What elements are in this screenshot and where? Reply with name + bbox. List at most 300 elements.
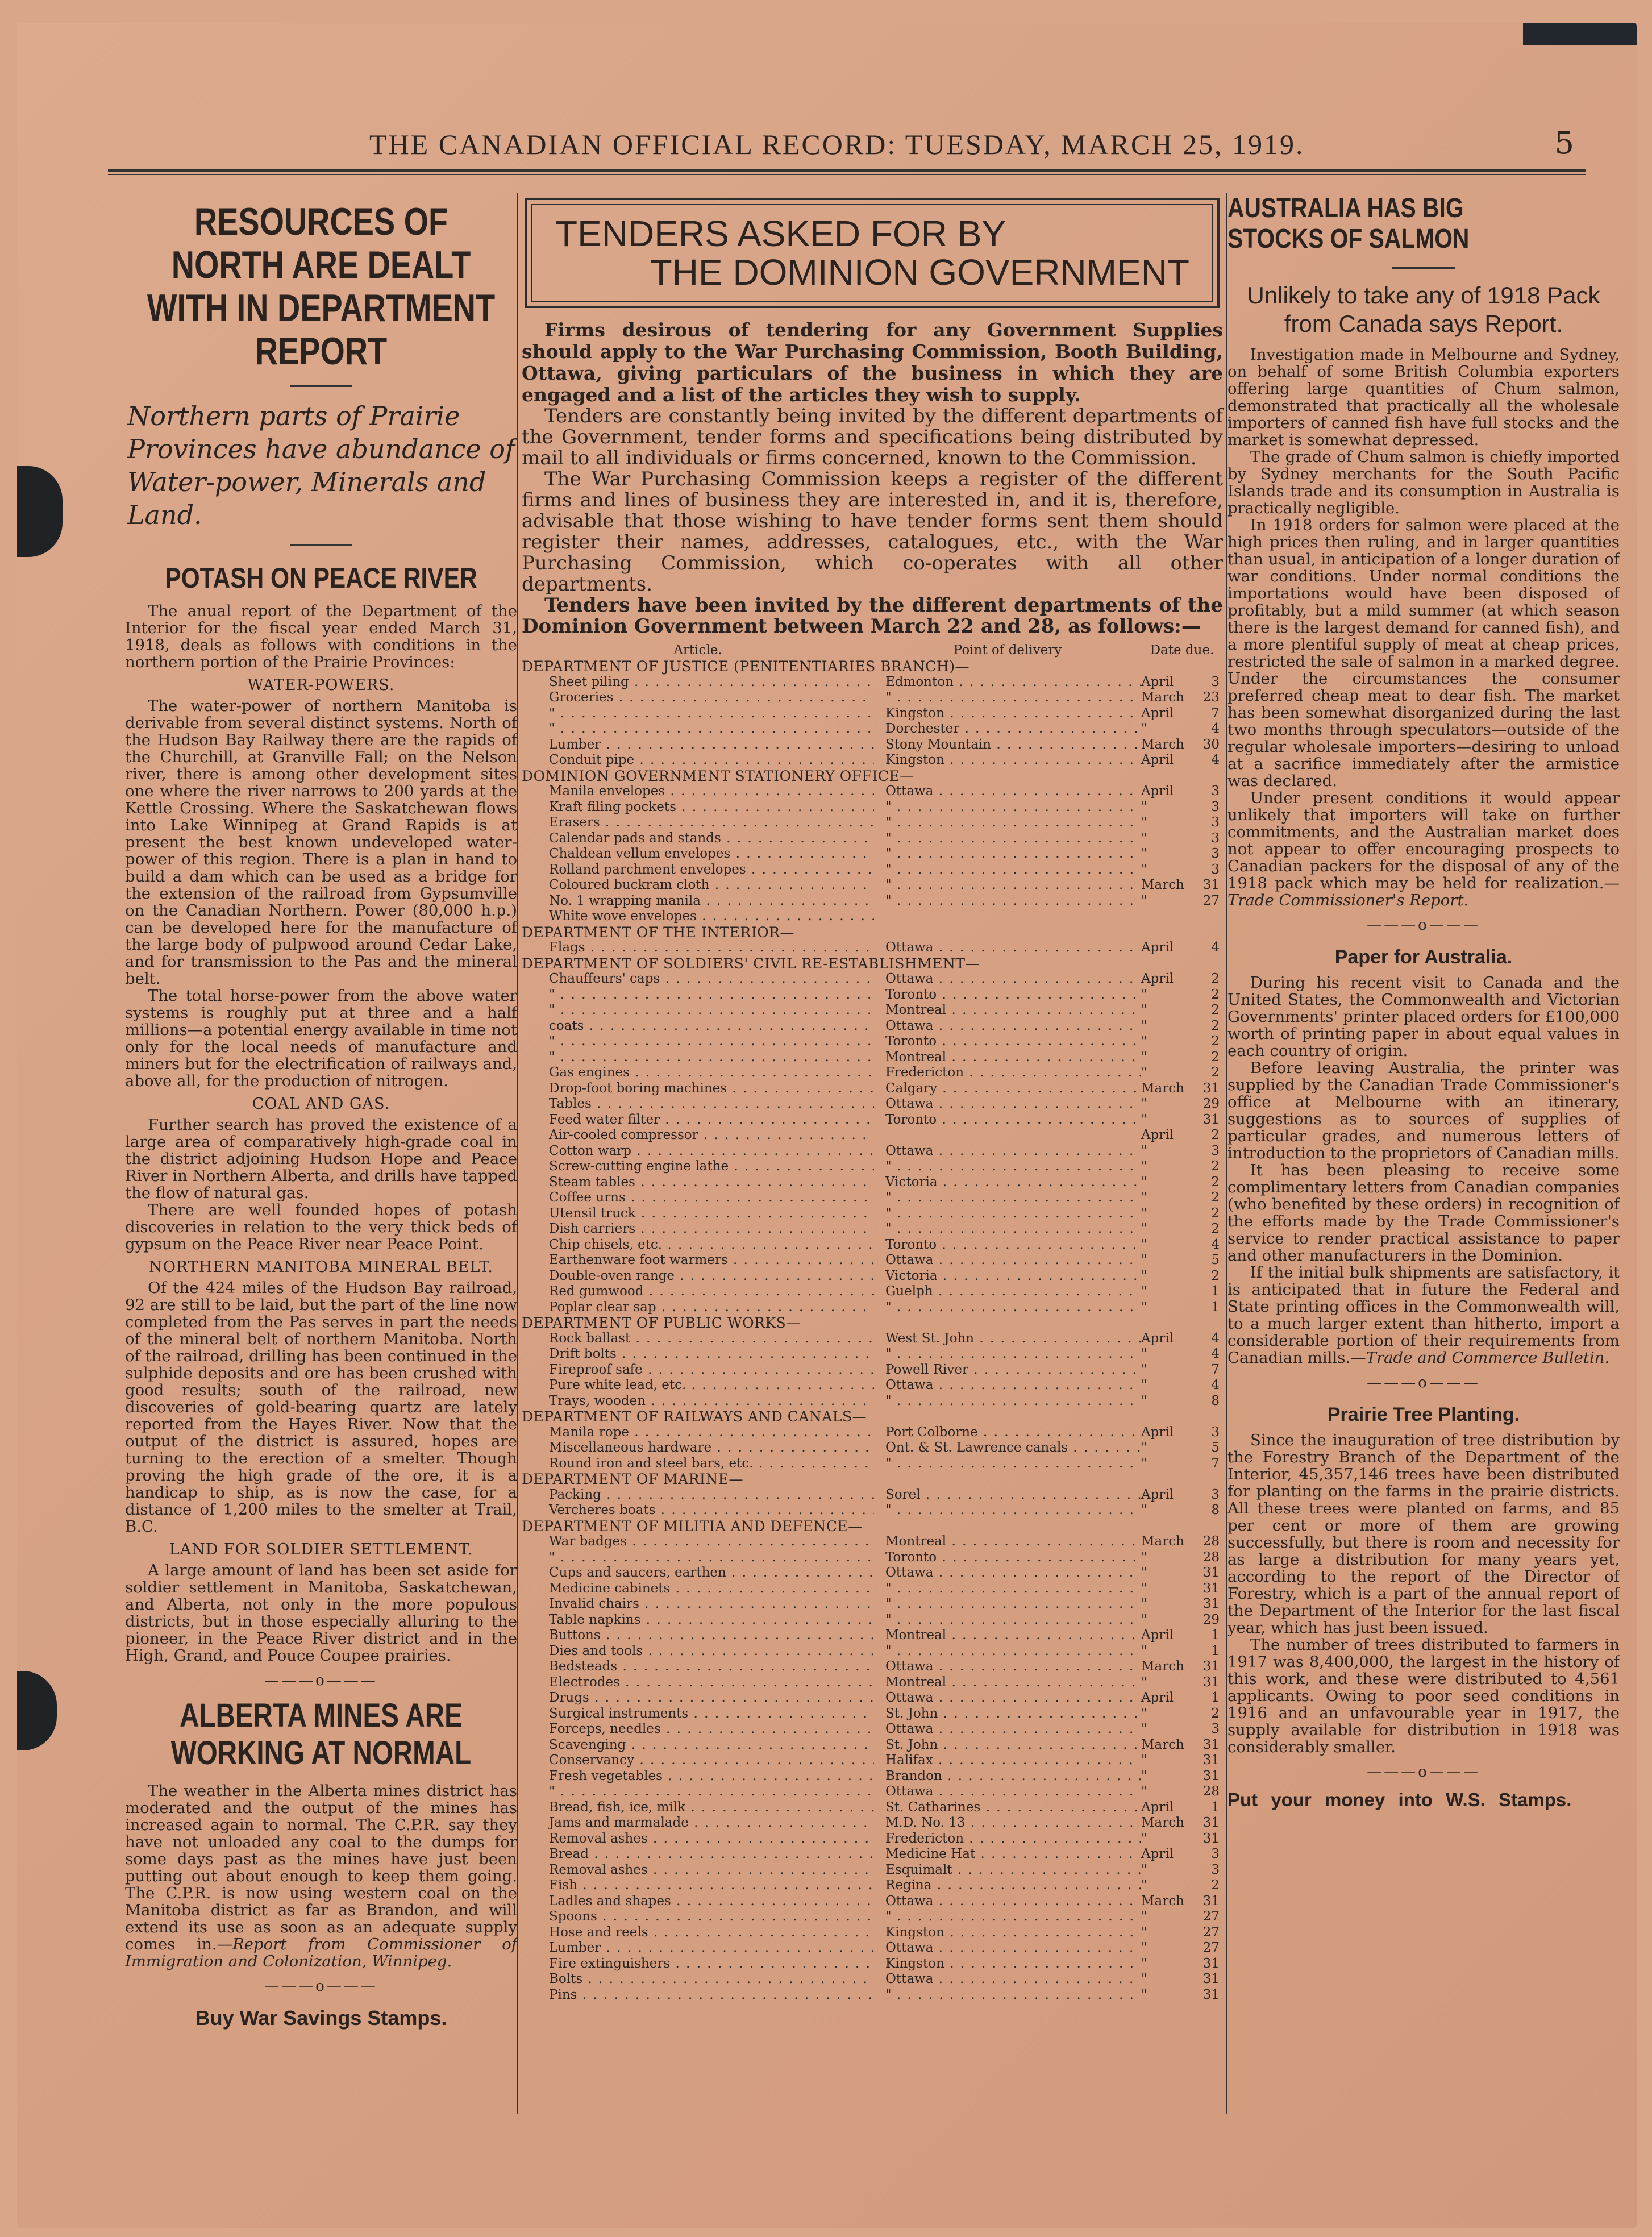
department-heading: DEPARTMENT OF PUBLIC WORKS—: [522, 1315, 801, 1331]
point-cell: " . . .: [874, 1346, 1141, 1362]
point-cell: Toronto . . .: [874, 1034, 1141, 1050]
article-cell: " . . .: [522, 987, 874, 1003]
article-cell: War badges . . .: [522, 1534, 874, 1550]
table-row: [522, 1206, 1223, 1222]
day-cell: 5: [1211, 1440, 1220, 1455]
article-cell: Tables . . .: [522, 1096, 874, 1112]
article-cell: Manila envelopes . . .: [522, 784, 874, 800]
day-cell: 2: [1211, 1174, 1220, 1190]
table-row: [522, 1096, 1223, 1112]
divider: [1392, 267, 1455, 269]
point-cell: [874, 909, 1141, 925]
point-cell: Ottawa . . .: [874, 1940, 1141, 1956]
point-cell: Toronto . . .: [874, 1237, 1141, 1253]
point-cell: Montreal . . .: [874, 1003, 1141, 1018]
day-cell: 1: [1211, 1799, 1220, 1815]
point-cell: " . . .: [874, 878, 1141, 893]
article-cell: Conservancy . . .: [522, 1753, 874, 1769]
article-cell: Trays, wooden . . .: [522, 1394, 874, 1409]
table-row: [522, 1003, 1223, 1018]
day-cell: 23: [1202, 690, 1220, 705]
point-cell: " . . .: [874, 831, 1141, 847]
article-cell: Jams and marmalade . . .: [522, 1815, 874, 1831]
subhead: POTASH ON PEACE RIVER: [165, 562, 477, 594]
month-cell: April: [1141, 1690, 1174, 1705]
day-cell: 2: [1211, 1205, 1220, 1221]
point-cell: Ottawa . . .: [874, 784, 1141, 800]
day-cell: 7: [1211, 1362, 1220, 1377]
table-row: [522, 1534, 1223, 1550]
department-heading: DEPARTMENT OF MILITIA AND DEFENCE—: [522, 1518, 863, 1534]
table-row: [522, 1659, 1223, 1675]
article-cell: No. 1 wrapping manila . . .: [522, 893, 874, 909]
table-row: [522, 1112, 1223, 1128]
month-cell: ": [1141, 1018, 1147, 1033]
month-cell: ": [1141, 1065, 1147, 1080]
article-cell: Packing . . .: [522, 1487, 874, 1503]
point-cell: St. John . . .: [874, 1737, 1141, 1753]
month-cell: April: [1141, 705, 1174, 721]
month-cell: March: [1141, 1815, 1184, 1830]
point-cell: Stony Mountain . . .: [874, 737, 1141, 753]
point-cell: Fredericton . . .: [874, 1065, 1141, 1081]
day-cell: 27: [1202, 1924, 1220, 1940]
table-row: [522, 1847, 1223, 1862]
department-heading: DEPARTMENT OF THE INTERIOR—: [522, 924, 794, 940]
paragraph: The War Purchasing Commission keeps a register of the different firms and lines of business they are interested in, and it is, therefore, advisable that those wishing to have tender forms sent them should register their names, addresses, catalogues, etc., with the War Purchasing Commission, which co-operates with all other departments.: [522, 468, 1223, 596]
day-cell: 31: [1202, 878, 1220, 892]
day-cell: 31: [1202, 1831, 1220, 1846]
point-cell: " . . .: [874, 1503, 1141, 1519]
month-cell: April: [1141, 971, 1174, 986]
table-row: [522, 1221, 1223, 1237]
month-cell: ": [1141, 1722, 1147, 1736]
point-cell: Ottawa . . .: [874, 1144, 1141, 1159]
month-cell: ": [1141, 1221, 1147, 1236]
point-cell: Montreal . . .: [874, 1628, 1141, 1644]
month-cell: ": [1141, 987, 1147, 1002]
day-cell: 31: [1202, 1737, 1220, 1752]
point-cell: Toronto . . .: [874, 987, 1141, 1003]
point-cell: " . . .: [874, 1300, 1141, 1316]
month-cell: ": [1141, 1674, 1147, 1690]
table-row: [522, 1128, 1223, 1144]
point-cell: Brandon . . .: [874, 1769, 1141, 1785]
table-row: [522, 1784, 1223, 1800]
subhead: Paper for Australia.: [1334, 946, 1513, 968]
point-cell: Ottawa . . .: [874, 1972, 1141, 1987]
paragraph: In 1918 orders for salmon were placed at the high prices then ruling, and in larger quantities than usual, in anticipation of a longer duration of war conditions. Under normal conditions the importations would have been disposed of profitably, but a mild summer (at which season there is the largest demand for canned fish), and a more plentiful supply of meat at cheap prices, restricted the sale of salmon in a marked degree. Under the circumstances the consumer preferred cheap meat to dear fish. The market has been somewhat disorganized during the last two months through speculators—outside of the regular wholesale importers—desiring to unload at a sacrifice immediately after the armistice was declared.: [1227, 516, 1620, 790]
point-cell: Ottawa . . .: [874, 1253, 1141, 1269]
point-cell: Regina . . .: [874, 1878, 1141, 1894]
point-cell: " . . .: [874, 1190, 1141, 1206]
day-cell: 28: [1202, 1784, 1220, 1799]
table-row: [522, 815, 1223, 831]
department-heading: DEPARTMENT OF MARINE—: [522, 1471, 744, 1487]
article-cell: Drugs . . .: [522, 1690, 874, 1706]
month-cell: ": [1141, 1503, 1147, 1517]
point-cell: Montreal . . .: [874, 1050, 1141, 1066]
point-cell: St. John . . .: [874, 1706, 1141, 1722]
day-cell: 2: [1211, 971, 1220, 986]
day-cell: 2: [1211, 987, 1220, 1002]
day-cell: 2: [1211, 1128, 1220, 1142]
tender-intro: Firms desirous of tendering for any Government Supplies should apply to the War Purchasing Commission, Booth Building, Ottawa, giving particulars of the business in which they are engaged and a list of the articles they wish to supply.: [522, 319, 1223, 406]
day-cell: 4: [1211, 1378, 1220, 1392]
month-cell: [1141, 909, 1191, 925]
subhead: Prairie Tree Planting.: [1327, 1404, 1520, 1425]
point-cell: " . . .: [874, 893, 1141, 909]
war-savings-slogan: Put your money into W.S. Stamps.: [1227, 1789, 1572, 1810]
month-cell: ": [1141, 1393, 1147, 1408]
month-cell: April: [1141, 674, 1174, 689]
month-cell: April: [1141, 940, 1174, 955]
point-cell: [874, 1128, 1141, 1144]
day-cell: 31: [1202, 1987, 1220, 2002]
article-cell: Cups and saucers, earthen . . .: [522, 1565, 874, 1581]
point-cell: Ottawa . . .: [874, 940, 1141, 956]
day-cell: 27: [1202, 1909, 1220, 1924]
month-cell: ": [1141, 1878, 1147, 1893]
month-cell: March: [1141, 1737, 1184, 1752]
month-cell: April: [1141, 784, 1174, 799]
month-cell: ": [1141, 1346, 1147, 1361]
point-cell: Medicine Hat . . .: [874, 1847, 1141, 1862]
article-cell: Removal ashes . . .: [522, 1831, 874, 1847]
day-cell: 2: [1211, 1706, 1220, 1721]
day-cell: 3: [1211, 1143, 1220, 1158]
point-cell: Ottawa . . .: [874, 1565, 1141, 1581]
headline: AUSTRALIA HAS BIG STOCKS OF SALMON: [1227, 193, 1470, 254]
day-cell: 4: [1211, 721, 1220, 736]
table-row: [522, 1644, 1223, 1660]
month-cell: ": [1141, 1909, 1147, 1924]
table-row: [522, 1269, 1223, 1284]
table-row: [522, 893, 1223, 909]
point-cell: " . . .: [874, 1612, 1141, 1628]
month-cell: ": [1141, 1549, 1147, 1565]
month-cell: ": [1141, 1284, 1147, 1299]
article-cell: Feed water filter . . .: [522, 1112, 874, 1128]
table-row: [522, 1878, 1223, 1894]
point-cell: Kingston . . .: [874, 1925, 1141, 1941]
point-cell: Ont. & St. Lawrence canals . . .: [874, 1440, 1141, 1456]
table-row: [522, 1050, 1223, 1066]
table-row: [522, 1987, 1223, 2003]
paragraph: [125, 1782, 517, 1970]
article-cell: Drop-foot boring machines . . .: [522, 1081, 874, 1097]
month-cell: March: [1141, 690, 1184, 705]
month-cell: April: [1141, 1128, 1174, 1142]
month-cell: ": [1141, 1362, 1147, 1377]
day-cell: 31: [1202, 1956, 1220, 1971]
table-row: [522, 1175, 1223, 1191]
point-cell: Ottawa . . .: [874, 1018, 1141, 1034]
day-cell: 2: [1211, 1190, 1220, 1205]
month-cell: March: [1141, 1534, 1184, 1549]
point-cell: Edmonton . . .: [874, 675, 1141, 691]
table-row: [522, 1956, 1223, 1972]
table-row: [522, 1769, 1223, 1785]
point-cell: " . . .: [874, 800, 1141, 816]
divider: [290, 544, 352, 546]
month-cell: ": [1141, 1456, 1147, 1471]
paragraph: Investigation made in Melbourne and Sydney, on behalf of some British Columbia exporters offering large quantities of Chum salmon, demonstrated that practically all the wholesale importers of canned fish have full stocks and the market is somewhat depressed.: [1227, 346, 1620, 449]
table-row: [522, 1628, 1223, 1644]
article-cell: Coffee urns . . .: [522, 1190, 874, 1206]
point-cell: " . . .: [874, 1644, 1141, 1660]
month-cell: ": [1141, 893, 1147, 908]
month-cell: March: [1141, 1893, 1184, 1908]
day-cell: [1191, 909, 1223, 925]
headline: ALBERTA MINES ARE WORKING AT NORMAL: [170, 1697, 472, 1772]
month-cell: ": [1141, 1096, 1147, 1111]
month-cell: ": [1141, 1643, 1147, 1658]
article-cell: Calendar pads and stands . . .: [522, 831, 874, 847]
table-row: [522, 940, 1223, 956]
article-cell: Forceps, needles . . .: [522, 1722, 874, 1737]
point-cell: Fredericton . . .: [874, 1831, 1141, 1847]
day-cell: 3: [1211, 784, 1220, 799]
article-cell: Surgical instruments . . .: [522, 1706, 874, 1722]
day-cell: 31: [1202, 1893, 1220, 1908]
point-cell: " . . .: [874, 1987, 1141, 2003]
article-cell: Kraft filing pockets . . .: [522, 800, 874, 816]
month-cell: April: [1141, 1628, 1174, 1643]
point-cell: " . . .: [874, 1456, 1141, 1472]
table-row: [522, 1690, 1223, 1706]
day-cell: 3: [1211, 1487, 1220, 1502]
day-cell: 31: [1202, 1753, 1220, 1768]
day-cell: 4: [1211, 1346, 1220, 1361]
table-row: [522, 1815, 1223, 1831]
table-row: [522, 1753, 1223, 1769]
day-cell: 4: [1211, 1237, 1220, 1252]
month-cell: April: [1141, 752, 1174, 767]
month-cell: ": [1141, 1612, 1147, 1627]
point-cell: " . . .: [874, 862, 1141, 878]
table-row: [522, 878, 1223, 893]
col-point: Point of delivery: [953, 643, 1062, 658]
point-cell: St. Catharines . . .: [874, 1800, 1141, 1816]
table-row: [522, 1237, 1223, 1253]
day-cell: 3: [1211, 846, 1220, 861]
table-row: [522, 909, 1223, 925]
ornament: ———o———: [1367, 1764, 1480, 1781]
article-cell: Medicine cabinets . . .: [522, 1581, 874, 1597]
day-cell: 3: [1211, 799, 1220, 814]
point-cell: Toronto . . .: [874, 1112, 1141, 1128]
section-title: NORTHERN MANITOBA MINERAL BELT.: [149, 1258, 493, 1276]
month-cell: ": [1141, 1174, 1147, 1190]
table-row: [522, 737, 1223, 753]
torn-edge: [17, 1671, 57, 1750]
article-cell: Air-cooled compressor . . .: [522, 1128, 874, 1144]
point-cell: Montreal . . .: [874, 1675, 1141, 1691]
point-cell: West St. John . . .: [874, 1331, 1141, 1347]
day-cell: 3: [1211, 1722, 1220, 1736]
month-cell: ": [1141, 1706, 1147, 1721]
torn-edge: [17, 466, 63, 557]
point-cell: Kingston . . .: [874, 1956, 1141, 1972]
month-cell: ": [1141, 1596, 1147, 1611]
month-cell: ": [1141, 1159, 1147, 1174]
department-heading: DEPARTMENT OF RAILWAYS AND CANALS—: [522, 1409, 867, 1425]
headline: RESOURCES OF NORTH ARE DEALT WITH IN DEPARTMENT REPORT: [147, 200, 496, 373]
day-cell: 1: [1211, 1628, 1220, 1643]
table-row: [522, 1940, 1223, 1956]
point-cell: Calgary . . .: [874, 1081, 1141, 1097]
month-cell: ": [1141, 721, 1147, 736]
paragraph: Tenders are constantly being invited by the different departments of the Government, tender forms and specifications being distributed by mail to all individuals or firms concerned, known to the Commission.: [522, 405, 1223, 469]
col-date: Date due.: [1150, 643, 1214, 658]
day-cell: 7: [1211, 705, 1220, 721]
month-cell: March: [1141, 1659, 1184, 1674]
page-number: 5: [1554, 125, 1574, 161]
article-cell: Bedsteads . . .: [522, 1659, 874, 1675]
point-cell: Kingston . . .: [874, 706, 1141, 722]
table-row: [522, 1550, 1223, 1566]
article-cell: Round iron and steel bars, etc. . . .: [522, 1456, 874, 1472]
article-cell: Utensil truck . . .: [522, 1206, 874, 1222]
table-row: [522, 1144, 1223, 1159]
article-cell: Vercheres boats . . .: [522, 1503, 874, 1519]
month-cell: ": [1141, 1003, 1147, 1017]
day-cell: 27: [1202, 1940, 1220, 1955]
point-cell: " . . .: [874, 1159, 1141, 1175]
point-cell: " . . .: [874, 1581, 1141, 1597]
month-cell: ": [1141, 1940, 1147, 1955]
article-cell: Drift bolts . . .: [522, 1346, 874, 1362]
table-row: [522, 971, 1223, 987]
article-cell: " . . .: [522, 1784, 874, 1800]
paragraph: The anual report of the Department of the Interior for the fiscal year ended March 31, 1918, deals as follows with conditions in the northern portion of the Prairie Provinces:: [125, 602, 517, 671]
table-row: [522, 1862, 1223, 1878]
article-cell: Hose and reels . . .: [522, 1925, 874, 1941]
paragraph: The total horse-power from the above water systems is roughly put at three and a half millions—a potential energy available in time not only for the local needs of manufacture and miners but for the electrification of railways and, above all, for the production of nitrogen.: [125, 987, 517, 1090]
newspaper-page: [17, 23, 1637, 2228]
table-row: [522, 1065, 1223, 1081]
table-row: [522, 1034, 1223, 1050]
month-cell: ": [1141, 1190, 1147, 1205]
paragraph: It has been pleasing to receive some complimentary letters from Canadian companies (who benefited by these orders) in recognition of the efforts made by the Trade Commissioner's service to render practical assistance to paper and other manufacturers in the Dominion.: [1227, 1161, 1620, 1265]
table-row: [522, 1331, 1223, 1347]
month-cell: April: [1141, 1424, 1174, 1440]
point-cell: " . . .: [874, 815, 1141, 831]
article-cell: Chauffeurs' caps . . .: [522, 971, 874, 987]
article-cell: Conduit pipe . . .: [522, 752, 874, 768]
article-cell: Pure white lead, etc. . . .: [522, 1378, 874, 1394]
point-cell: Powell River . . .: [874, 1362, 1141, 1378]
day-cell: 2: [1211, 1018, 1220, 1033]
point-cell: Sorel . . .: [874, 1487, 1141, 1503]
article-cell: Invalid chairs . . .: [522, 1596, 874, 1612]
divider: [290, 385, 352, 387]
table-row: [522, 1284, 1223, 1300]
tenders-box-title: [531, 204, 1213, 302]
table-row: [522, 862, 1223, 878]
point-cell: Dorchester . . .: [874, 721, 1141, 737]
ornament: ———o———: [264, 1978, 378, 1995]
paragraph-text: Under present conditions it would appear unlikely that importers will take on further commitments, and the Australian market does not appear to offer encouraging prospects to Canadian packers for the disposal of any of the 1918 pack which may be held for realization.: [1227, 789, 1620, 892]
point-cell: Esquimalt . . .: [874, 1862, 1141, 1878]
paragraph: Since the inauguration of tree distribution by the Forestry Branch of the Department of the Interior, 45,357,146 trees have been distributed for planting on the farms in the prairie districts. All these trees were planted on farms, and 85 per cent or more of them are growing successfully, but there is room and necessity for as large a distribution for many years yet, according to the report of the Director of Forestry, which is a part of the annual report of the Department of the Interior for the last fiscal year, which has just been issued.: [1227, 1431, 1620, 1637]
paragraph: Further search has proved the existence of a large area of comparatively high-grade coal in the district adjoining Hudson Hope and Peace River in Northern Alberta, and drills have tapped the flow of natural gas.: [125, 1116, 517, 1202]
point-cell: Ottawa . . .: [874, 1894, 1141, 1910]
month-cell: ": [1141, 1831, 1147, 1846]
article-cell: Coloured buckram cloth . . .: [522, 878, 874, 893]
point-cell: Ottawa . . .: [874, 1378, 1141, 1394]
article-cell: " . . .: [522, 1034, 874, 1050]
paragraph: [1227, 789, 1620, 909]
point-cell: Montreal . . .: [874, 1534, 1141, 1550]
article-cell: Dish carriers . . .: [522, 1221, 874, 1237]
table-row: [522, 1487, 1223, 1503]
article-cell: Removal ashes . . .: [522, 1862, 874, 1878]
paragraph: Of the 424 miles of the Hudson Bay railroad, 92 are still to be laid, but the part of the line now completed from the Pas serves in part the needs of the mineral belt of northern Manitoba. North of the railroad, drilling has been continued in the sulphide deposits and ore has been crushed with good results; south of the railroad, new discoveries of gold-bearing quartz are lately reported from the Hayes River. Now that the output of the district is assured, hopes are turning to the erection of a smelter. Though proving the high grade of the ore, it is a handicap to ship, as is now the case, for a distance of 1,200 miles to the smelter at Trail, B.C.: [125, 1279, 517, 1536]
month-cell: ": [1141, 1253, 1147, 1267]
point-cell: M.D. No. 13 . . .: [874, 1815, 1141, 1831]
article-cell: Bread, fish, ice, milk . . .: [522, 1800, 874, 1816]
point-cell: " . . .: [874, 1394, 1141, 1409]
point-cell: Port Colborne . . .: [874, 1425, 1141, 1441]
article-cell: coats . . .: [522, 1018, 874, 1034]
paragraph-text: If the initial bulk shipments are satisfactory, it is anticipated that in future the Federal and State printing offices in the Commonwealth will, to a much larger extent than hitherto, import a considerable portion of their requirements from Canadian mills.: [1227, 1263, 1620, 1367]
point-cell: Ottawa . . .: [874, 971, 1141, 987]
point-cell: Ottawa . . .: [874, 1784, 1141, 1800]
day-cell: 29: [1202, 1096, 1220, 1111]
paragraph: The grade of Chum salmon is chiefly imported by Sydney merchants for the South Pacific Islands trade and its consumption in Australia is practically negligible.: [1227, 448, 1620, 517]
article-cell: Scavenging . . .: [522, 1737, 874, 1753]
left-column: [125, 193, 517, 2114]
article-cell: Lumber . . .: [522, 737, 874, 753]
article-cell: Manila rope . . .: [522, 1425, 874, 1441]
table-row: [522, 1190, 1223, 1206]
paragraph-text: The weather in the Alberta mines district has moderated and the output of the mines has increased again to normal. The C.P.R. say they have not unloaded any coal to the dumps for some days past as the mines have just been putting out about enough to keep them going. The C.P.R. is now using western coal on the Manitoba district as far as Brandon, and will extend its use as soon as an adequate supply comes in.: [125, 1782, 517, 1953]
paragraph: The water-power of northern Manitoba is derivable from several distinct systems. North of the Hudson Bay Railway there are the rapids of the Churchill, at Granville Fall; on the Nelson river, there is among other development sites one where the river narrows to 200 yards at the Kettle Crossing. Where the Saskatchewan flows into Lake Winnipeg at Grand Rapids is at present the best known undeveloped water-power of this region. There is a plan in hand to build a dam which can be used as a bridge for the extension of the railroad from Gypsumville on the Canadian Northern. Power (80,000 h.p.) can be developed here for the manufacture of the large body of pulpwood around Cedar Lake, and for transmission to the Pas and the mineral belt.: [125, 697, 517, 988]
article-cell: Red gumwood . . .: [522, 1284, 874, 1300]
table-row: [522, 1831, 1223, 1847]
point-cell: " . . .: [874, 846, 1141, 862]
tenders-table: [522, 643, 1223, 2003]
day-cell: 30: [1202, 737, 1220, 752]
paragraph: Before leaving Australia, the printer was supplied by the Canadian Trade Commissioner's office at Melbourne with an itinerary, suggestions as to sources of supplies of particular grades, and numerous letters of introduction to the proprietors of Canadian mills.: [1227, 1059, 1620, 1162]
middle-column: [517, 193, 1227, 2114]
article-cell: Bread . . .: [522, 1847, 874, 1862]
month-cell: March: [1141, 878, 1184, 892]
article-cell: Dies and tools . . .: [522, 1644, 874, 1660]
day-cell: 1: [1211, 1284, 1220, 1299]
table-row: [522, 1300, 1223, 1316]
article-cell: Flags . . .: [522, 940, 874, 956]
month-cell: ": [1141, 1581, 1147, 1596]
day-cell: 4: [1211, 1330, 1220, 1346]
masthead-rule: [108, 174, 1586, 175]
table-row: [522, 1972, 1223, 1987]
month-cell: ": [1141, 862, 1147, 877]
table-row: [522, 784, 1223, 800]
article-cell: Fireproof safe . . .: [522, 1362, 874, 1378]
point-cell: Ottawa . . .: [874, 1659, 1141, 1675]
month-cell: ": [1141, 1924, 1147, 1940]
day-cell: 31: [1202, 1815, 1220, 1830]
table-row: [522, 1894, 1223, 1910]
credit: —Trade Commissioner's Report.: [1227, 874, 1620, 909]
month-cell: April: [1141, 1799, 1174, 1815]
right-column: [1227, 193, 1620, 2114]
month-cell: ": [1141, 1784, 1147, 1799]
month-cell: ": [1141, 846, 1147, 861]
